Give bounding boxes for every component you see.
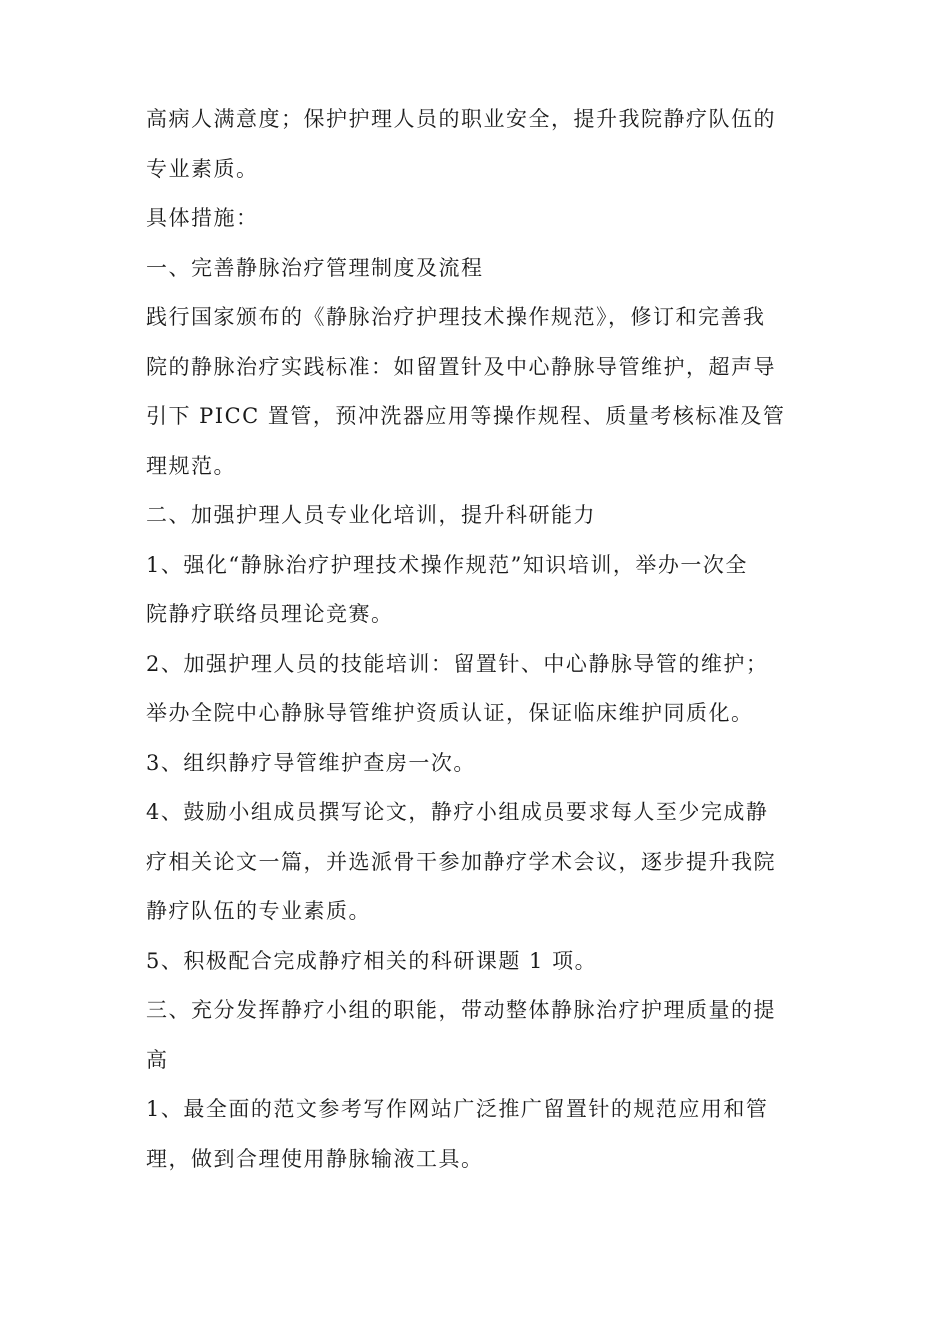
- text-line: 理，做到合理使用静脉输液工具。: [146, 1146, 484, 1171]
- text-line: 3、组织静疗导管维护查房一次。: [146, 750, 476, 775]
- text-line: 专业素质。: [146, 156, 259, 181]
- text-line: 疗相关论文一篇，并选派骨干参加静疗学术会议，逐步提升我院: [146, 849, 776, 874]
- text-line: 理规范。: [146, 453, 236, 478]
- text-line: 1、最全面的范文参考写作网站广泛推广留置针的规范应用和管: [146, 1097, 769, 1121]
- section-heading: 一、完善静脉治疗管理制度及流程: [146, 255, 484, 280]
- text-line: 高病人满意度；保护护理人员的职业安全，提升我院静疗队伍的: [146, 107, 776, 131]
- section-heading: 三、充分发挥静疗小组的职能，带动整体静脉治疗护理质量的提: [146, 998, 776, 1022]
- section-heading: 二、加强护理人员专业化培训，提升科研能力: [146, 503, 596, 527]
- text-line: 1、强化“静脉治疗护理技术操作规范”知识培训，举办一次全: [146, 552, 748, 577]
- text-line: 5、积极配合完成静疗相关的科研课题 1 项。: [146, 948, 598, 973]
- text-line: 静疗队伍的专业素质。: [146, 899, 371, 923]
- text-line: 2、加强护理人员的技能培训：留置针、中心静脉导管的维护；: [146, 651, 769, 676]
- text-line: 引下 PICC 置管，预冲洗器应用等操作规程、质量考核标准及管: [146, 404, 786, 428]
- text-line: 举办全院中心静脉导管维护资质认证，保证临床维护同质化。: [146, 701, 754, 725]
- text-line: 4、鼓励小组成员撰写论文，静疗小组成员要求每人至少完成静: [146, 800, 769, 824]
- text-line: 践行国家颁布的《静脉治疗护理技术操作规范》，修订和完善我: [146, 305, 766, 329]
- text-line: 院的静脉治疗实践标准：如留置针及中心静脉导管维护，超声导: [146, 354, 776, 379]
- text-line: 高: [146, 1047, 169, 1072]
- text-line: 院静疗联络员理论竞赛。: [146, 602, 394, 626]
- document-page: [146, 95, 810, 1184]
- text-line: 具体措施：: [146, 206, 259, 230]
